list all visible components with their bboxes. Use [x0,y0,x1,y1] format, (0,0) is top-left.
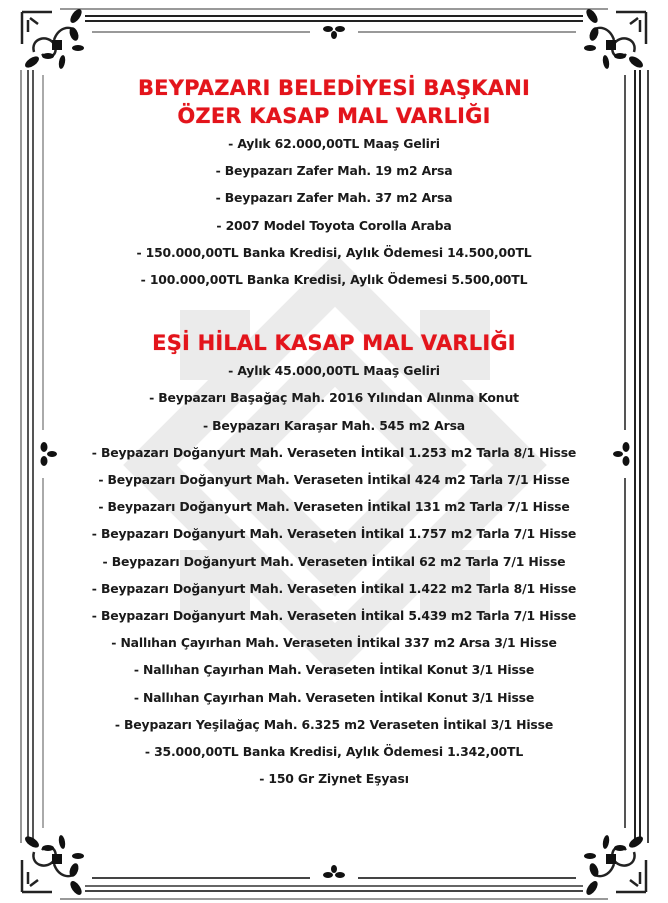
frame-left-outer-line [20,70,22,843]
section1-title-line2: ÖZER KASAP MAL VARLIĞI [177,104,491,128]
list-item: - Beypazarı Yeşilağaç Mah. 6.325 m2 Veraseten İntikal 3/1 Hisse [114,716,554,732]
floral-corner-ornament-top-right-icon [576,4,656,84]
list-item: - Beypazarı Doğanyurt Mah. Veraseten İntikal 1.253 m2 Tarla 8/1 Hisse [91,444,577,460]
section2-asset-list [60,357,608,792]
frame-right-outer-line [647,70,649,843]
list-item: - 2007 Model Toyota Corolla Araba [216,217,452,233]
trefoil-ornament-bottom-icon [318,864,350,880]
floral-corner-ornament-top-left-icon [12,4,92,84]
list-item: - 35.000,00TL Banka Kredisi, Aylık Ödemesi 1.342,00TL [144,744,524,760]
list-item: - Beypazarı Doğanyurt Mah. Veraseten İntikal 1.757 m2 Tarla 7/1 Hisse [91,526,577,542]
document-content [60,74,608,792]
list-item: - Beypazarı Karaşar Mah. 545 m2 Arsa [202,417,466,433]
section2-title: EŞİ HİLAL KASAP MAL VARLIĞI [152,331,516,356]
list-item: - Beypazarı Doğanyurt Mah. Veraseten İntikal 62 m2 Tarla 7/1 Hisse [102,553,566,569]
frame-right-line-1 [634,70,636,843]
frame-left-line-1 [27,70,29,843]
frame-top-outer-line [60,8,608,10]
floral-corner-ornament-bottom-left-icon [12,820,92,900]
frame-bottom-inner-line-left [92,877,310,879]
frame-left-inner-line-top [42,75,44,430]
frame-bottom-line-1 [85,885,583,887]
list-item: - Beypazarı Doğanyurt Mah. Veraseten İntikal 131 m2 Tarla 7/1 Hisse [98,499,570,515]
list-item: - Beypazarı Zafer Mah. 37 m2 Arsa [215,190,453,206]
frame-top-inner-line-right [358,31,576,33]
frame-left-inner-line-bottom [42,478,44,828]
section1-asset-list [60,130,608,293]
frame-bottom-line-2 [85,890,583,892]
section1-title-line1: BEYPAZARI BELEDİYESİ BAŞKANI [137,76,531,100]
list-item: - Beypazarı Doğanyurt Mah. Veraseten İntikal 1.422 m2 Tarla 8/1 Hisse [91,580,577,596]
list-item: - Nallıhan Çayırhan Mah. Veraseten İntikal Konut 3/1 Hisse [133,662,535,678]
frame-top-line-2 [85,20,583,22]
frame-bottom-outer-line [60,898,608,900]
frame-bottom-inner-line-right [358,877,576,879]
list-item: - Beypazarı Başağaç Mah. 2016 Yılından Alınma Konut [149,390,519,406]
list-item: - 150.000,00TL Banka Kredisi, Aylık Ödemesi 14.500,00TL [136,244,532,260]
frame-right-line-2 [639,70,641,843]
list-item: - Beypazarı Zafer Mah. 19 m2 Arsa [215,163,453,179]
floral-corner-ornament-bottom-right-icon [576,820,656,900]
frame-right-inner-line-bottom [624,478,626,828]
frame-right-inner-line-top [624,75,626,430]
list-item: - Nallıhan Çayırhan Mah. Veraseten İntikal Konut 3/1 Hisse [133,689,535,705]
frame-left-line-2 [32,70,34,843]
list-item: - 150 Gr Ziynet Eşyası [259,771,409,787]
list-item: - 100.000,00TL Banka Kredisi, Aylık Ödemesi 5.500,00TL [140,272,528,288]
trefoil-ornament-right-icon [612,438,632,470]
frame-top-inner-line-left [92,31,310,33]
list-item: - Aylık 62.000,00TL Maaş Geliri [228,136,440,151]
trefoil-ornament-top-icon [318,24,350,40]
list-item: - Aylık 45.000,00TL Maaş Geliri [228,363,440,379]
frame-top-line-1 [85,15,583,17]
list-item: - Nallıhan Çayırhan Mah. Veraseten İntikal 337 m2 Arsa 3/1 Hisse [111,635,557,651]
trefoil-ornament-left-icon [38,438,58,470]
list-item: - Beypazarı Doğanyurt Mah. Veraseten İntikal 5.439 m2 Tarla 7/1 Hisse [91,608,577,624]
list-item: - Beypazarı Doğanyurt Mah. Veraseten İntikal 424 m2 Tarla 7/1 Hisse [98,472,570,488]
